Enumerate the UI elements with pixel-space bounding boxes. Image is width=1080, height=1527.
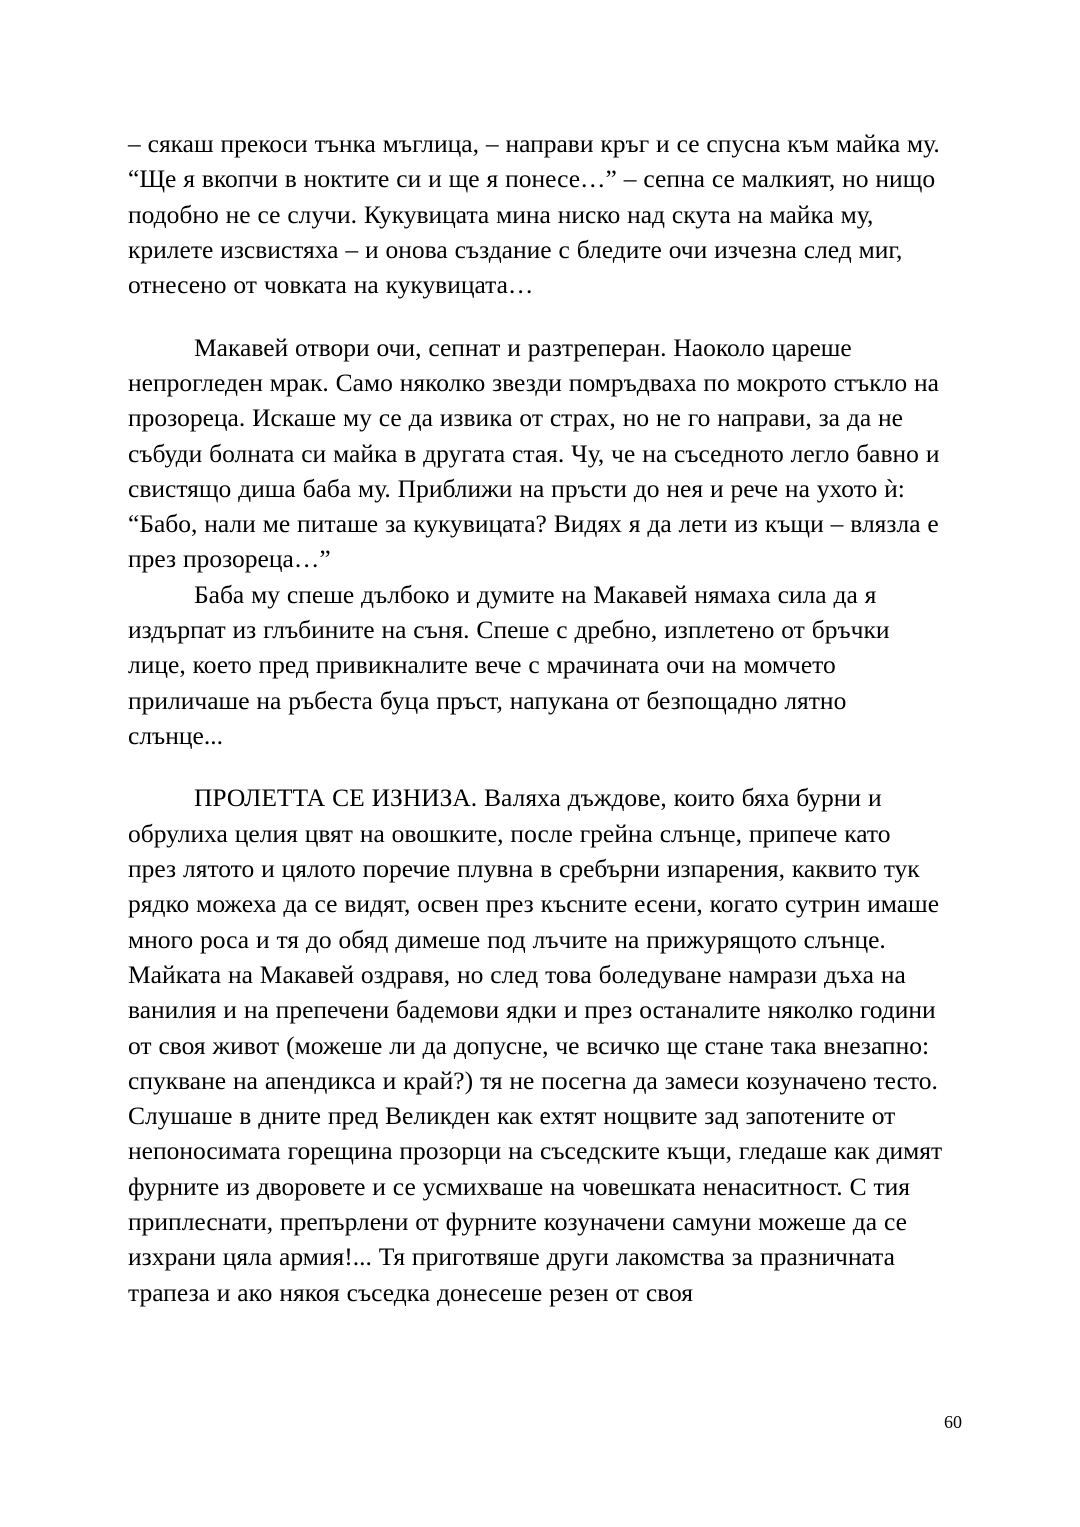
paragraph: Баба му спеше дълбоко и думите на Макавей нямаха сила да я издърпат из глъбините на съня. Спеше с дребно, изплетено от бръчки лице, което пред привикналите вече с мрачината очи на момчето приличаше на ръбеста буца пръст, напукана от безпощадно лятно слънце... — [128, 579, 890, 750]
body-text-column — [128, 126, 943, 1310]
paragraph: – сякаш прекоси тънка мъглица, – направи кръг и се спусна към майка му. “Ще я вкопчи в ноктите си и ще я понесе…” – сепна се малкият, но нищо подобно не се случи. Кукувицата мина ниско над скута на майка му, крилете изсвистяха – и онова създание с бледите очи изчезна след миг, отнесено от човката на кукувицата… — [128, 129, 940, 300]
page-number: 60 — [944, 1412, 962, 1432]
paragraph: ПРОЛЕТТА СЕ ИЗНИЗА. Валяха дъждове, които бяха бурни и обрулиха целия цвят на овошките, после грейна слънце, припече като през лятото и цялото поречие плувна в сребърни изпарения, каквито тук рядко можеха да се видят, освен през късните есени, когато сутрин имаше много роса и тя до обяд димеше под лъчите на прижурящото слънце. Майката на Макавей оздравя, но след това боледуване намрази дъха на ванилия и на препечени бадемови ядки и през останалите няколко години от своя живот (можеше ли да допусне, че всичко ще стане така внезапно: спукване на апендикса и край?) тя не посегна да замеси козуначено тесто. Слушаше в дните пред Великден как ехтят нощвите зад запотените от непоносимата горещина прозорци на съседските къщи, гледаше как димят фурните из дворовете и се усмихваше на човешката ненаситност. С тия приплеснати, препърлени от фурните козуначени самуни можеше да се изхрани цяла армия!... Тя приготвяше други лакомства за празничната трапеза и ако някоя съседка донесеше резен от своя — [128, 783, 943, 1307]
paragraph: Макавей отвори очи, сепнат и разтреперан. Наоколо цареше непрогледен мрак. Само няколко звезди помръдваха по мокрото стъкло на прозореца. Искаше му се да извика от страх, но не го направи, за да не събуди болната си майка в другата стая. Чу, че на съседното легло бавно и свистящо диша баба му. Приближи на пръсти до нея и рече на ухото ѝ: “Бабо, нали ме питаше за кукувицата? Видях я да лети из къщи – влязла е през прозореца…” — [128, 332, 940, 574]
